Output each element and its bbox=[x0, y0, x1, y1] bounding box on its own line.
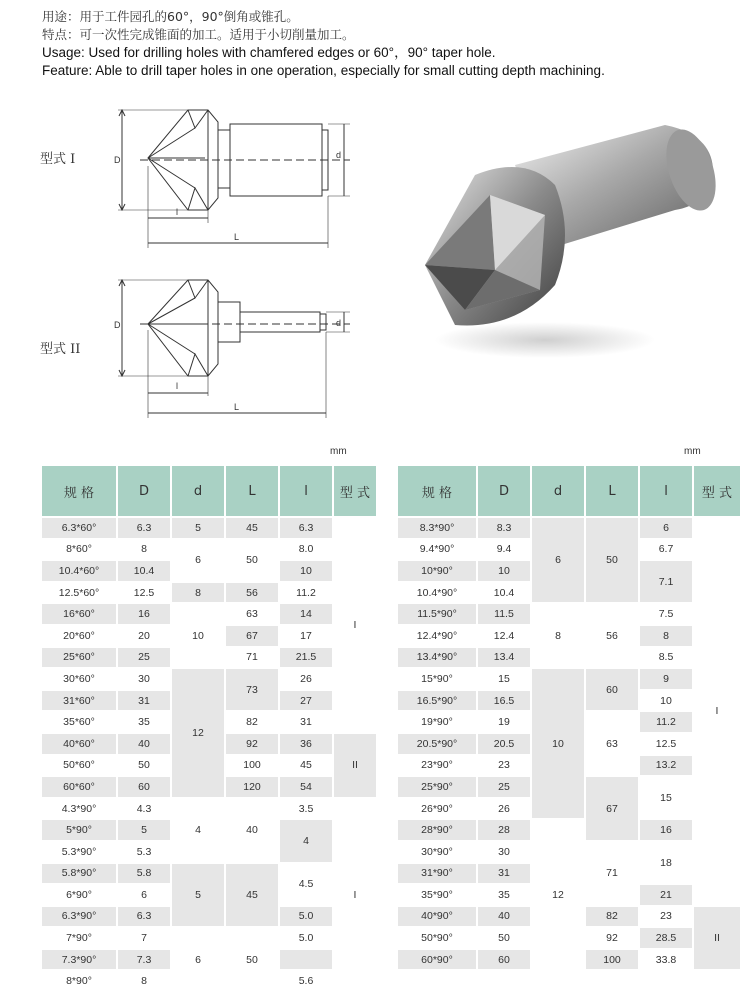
unit-left: mm bbox=[330, 446, 347, 457]
spec-cell: 12.5*60° bbox=[42, 583, 116, 603]
type-cell: I bbox=[334, 518, 376, 732]
column-header: l bbox=[280, 466, 332, 516]
spec-cell: 8.3*90° bbox=[398, 518, 476, 538]
spec-cell: 13.4*90° bbox=[398, 648, 476, 668]
spec-cell: 40*60° bbox=[42, 734, 116, 754]
l-cell: 12.5 bbox=[640, 734, 692, 754]
L-cell: 92 bbox=[226, 734, 278, 754]
D-cell: 9.4 bbox=[478, 540, 530, 560]
spec-cell: 16.5*90° bbox=[398, 691, 476, 711]
dim-L-label-2: L bbox=[234, 402, 240, 412]
L-cell: 56 bbox=[586, 604, 638, 667]
type-cell: II bbox=[694, 907, 740, 970]
l-cell: 21 bbox=[640, 885, 692, 905]
l-cell: 8.5 bbox=[640, 648, 692, 668]
D-cell: 10.4 bbox=[118, 561, 170, 581]
column-header: L bbox=[586, 466, 638, 516]
l-cell: 31 bbox=[280, 712, 332, 732]
D-cell: 8.3 bbox=[478, 518, 530, 538]
l-cell: 33.8 bbox=[640, 950, 692, 970]
table-row bbox=[42, 583, 376, 603]
table-row bbox=[42, 864, 376, 884]
L-cell: 56 bbox=[226, 583, 278, 603]
spec-cell: 9.4*90° bbox=[398, 540, 476, 560]
spec-cell: 6.3*90° bbox=[42, 907, 116, 927]
l-cell: 6.3 bbox=[280, 518, 332, 538]
spec-cell: 31*60° bbox=[42, 691, 116, 711]
spec-cell: 60*60° bbox=[42, 777, 116, 797]
L-cell: 60 bbox=[586, 669, 638, 710]
D-cell: 6.3 bbox=[118, 518, 170, 538]
spec-cell: 10.4*60° bbox=[42, 561, 116, 581]
D-cell: 13.4 bbox=[478, 648, 530, 668]
spec-cell: 20*60° bbox=[42, 626, 116, 646]
l-cell: 54 bbox=[280, 777, 332, 797]
D-cell: 20.5 bbox=[478, 734, 530, 754]
D-cell: 8 bbox=[118, 971, 170, 991]
l-cell: 6.7 bbox=[640, 540, 692, 560]
l-cell: 14 bbox=[280, 604, 332, 624]
table-header-row bbox=[398, 466, 740, 516]
D-cell: 12.5 bbox=[118, 583, 170, 603]
feature-en: Feature: Able to drill taper holes in one operation, especially for small cutting depth machining. bbox=[42, 63, 605, 78]
l-cell: 15 bbox=[640, 777, 692, 818]
table-row bbox=[42, 928, 376, 948]
D-cell: 4.3 bbox=[118, 799, 170, 819]
type-cell: II bbox=[334, 734, 376, 797]
D-cell: 40 bbox=[118, 734, 170, 754]
spec-cell: 15*90° bbox=[398, 669, 476, 689]
column-header: d bbox=[172, 466, 224, 516]
spec-cell: 35*90° bbox=[398, 885, 476, 905]
D-cell: 28 bbox=[478, 820, 530, 840]
l-cell: 5.0 bbox=[280, 928, 332, 948]
L-cell: 100 bbox=[226, 756, 278, 776]
spec-cell: 12.4*90° bbox=[398, 626, 476, 646]
l-cell: 10 bbox=[640, 691, 692, 711]
dim-D-label: D bbox=[114, 155, 121, 165]
L-cell: 63 bbox=[226, 604, 278, 624]
l-cell: 16 bbox=[640, 820, 692, 840]
L-cell: 50 bbox=[586, 518, 638, 602]
usage-cn: 用途：用于工件园孔的60°，90°倒角或锥孔。 bbox=[42, 9, 299, 24]
spec-cell: 5*90° bbox=[42, 820, 116, 840]
D-cell: 19 bbox=[478, 712, 530, 732]
dim-D-label-2: D bbox=[114, 320, 121, 330]
l-cell: 27 bbox=[280, 691, 332, 711]
type-cell: I bbox=[334, 799, 376, 991]
d-cell: 5 bbox=[172, 864, 224, 927]
L-cell: 50 bbox=[226, 540, 278, 581]
D-cell: 5.8 bbox=[118, 864, 170, 884]
spec-cell: 28*90° bbox=[398, 820, 476, 840]
spec-cell: 7.3*90° bbox=[42, 950, 116, 970]
table-row bbox=[398, 518, 740, 538]
D-cell: 5 bbox=[118, 820, 170, 840]
D-cell: 30 bbox=[478, 842, 530, 862]
table-row bbox=[42, 604, 376, 624]
D-cell: 50 bbox=[118, 756, 170, 776]
d-cell: 8 bbox=[172, 583, 224, 603]
column-header: 型 式 bbox=[694, 466, 740, 516]
l-cell: 21.5 bbox=[280, 648, 332, 668]
l-cell bbox=[280, 950, 332, 970]
spec-cell: 50*90° bbox=[398, 928, 476, 948]
unit-right: mm bbox=[684, 446, 701, 457]
d-cell: 12 bbox=[172, 669, 224, 797]
spec-cell: 19*90° bbox=[398, 712, 476, 732]
spec-cell: 6.3*60° bbox=[42, 518, 116, 538]
D-cell: 23 bbox=[478, 756, 530, 776]
feature-cn: 特点：可一次性完成锥面的加工。适用于小切削量加工。 bbox=[42, 27, 355, 42]
spec-cell: 10*90° bbox=[398, 561, 476, 581]
L-cell: 40 bbox=[226, 799, 278, 862]
spec-cell: 23*90° bbox=[398, 756, 476, 776]
spec-cell: 60*90° bbox=[398, 950, 476, 970]
D-cell: 12.4 bbox=[478, 626, 530, 646]
spec-table-60deg bbox=[40, 464, 378, 993]
spec-cell: 40*90° bbox=[398, 907, 476, 927]
spec-cell: 16*60° bbox=[42, 604, 116, 624]
D-cell: 7.3 bbox=[118, 950, 170, 970]
L-cell: 73 bbox=[226, 669, 278, 710]
l-cell: 5.6 bbox=[280, 971, 332, 991]
dim-d-label: d bbox=[336, 150, 342, 160]
l-cell: 8.0 bbox=[280, 540, 332, 560]
spec-cell: 30*60° bbox=[42, 669, 116, 689]
dim-l-label-2: l bbox=[176, 381, 178, 391]
d-cell: 12 bbox=[532, 820, 584, 969]
D-cell: 60 bbox=[478, 950, 530, 970]
table-row bbox=[398, 820, 740, 840]
D-cell: 6.3 bbox=[118, 907, 170, 927]
d-cell: 8 bbox=[532, 604, 584, 667]
l-cell: 26 bbox=[280, 669, 332, 689]
D-cell: 16 bbox=[118, 604, 170, 624]
spec-cell: 8*60° bbox=[42, 540, 116, 560]
l-cell: 13.2 bbox=[640, 756, 692, 776]
spec-cell: 30*90° bbox=[398, 842, 476, 862]
table-row bbox=[398, 669, 740, 689]
D-cell: 10.4 bbox=[478, 583, 530, 603]
D-cell: 15 bbox=[478, 669, 530, 689]
l-cell: 11.2 bbox=[280, 583, 332, 603]
D-cell: 10 bbox=[478, 561, 530, 581]
column-header: L bbox=[226, 466, 278, 516]
L-cell: 120 bbox=[226, 777, 278, 797]
intro-text bbox=[42, 8, 742, 80]
L-cell: 50 bbox=[226, 928, 278, 991]
D-cell: 31 bbox=[118, 691, 170, 711]
type2-drawing bbox=[100, 268, 360, 428]
spec-cell: 20.5*90° bbox=[398, 734, 476, 754]
spec-cell: 5.8*90° bbox=[42, 864, 116, 884]
L-cell: 63 bbox=[586, 712, 638, 775]
dim-d-label-2: d bbox=[336, 318, 342, 328]
table-header-row bbox=[42, 466, 376, 516]
spec-cell: 25*90° bbox=[398, 777, 476, 797]
spec-cell: 10.4*90° bbox=[398, 583, 476, 603]
l-cell: 45 bbox=[280, 756, 332, 776]
dim-L-label: L bbox=[234, 232, 240, 242]
D-cell: 40 bbox=[478, 907, 530, 927]
spec-cell: 7*90° bbox=[42, 928, 116, 948]
L-cell: 92 bbox=[586, 928, 638, 948]
countersink-photo bbox=[395, 85, 745, 385]
usage-en: Usage: Used for drilling holes with chamfered edges or 60°，90° taper hole. bbox=[42, 45, 496, 60]
spec-cell: 4.3*90° bbox=[42, 799, 116, 819]
l-cell: 18 bbox=[640, 842, 692, 883]
D-cell: 16.5 bbox=[478, 691, 530, 711]
l-cell: 4 bbox=[280, 820, 332, 861]
d-cell: 4 bbox=[172, 799, 224, 862]
type2-label: 型式 II bbox=[40, 342, 81, 357]
table-row bbox=[42, 669, 376, 689]
L-cell: 45 bbox=[226, 864, 278, 927]
D-cell: 30 bbox=[118, 669, 170, 689]
D-cell: 8 bbox=[118, 540, 170, 560]
D-cell: 7 bbox=[118, 928, 170, 948]
d-cell: 10 bbox=[172, 604, 224, 667]
spec-cell: 5.3*90° bbox=[42, 842, 116, 862]
spec-cell: 25*60° bbox=[42, 648, 116, 668]
dim-l-label: l bbox=[176, 207, 178, 217]
l-cell: 7.1 bbox=[640, 561, 692, 602]
L-cell: 71 bbox=[226, 648, 278, 668]
column-header: D bbox=[478, 466, 530, 516]
L-cell: 82 bbox=[586, 907, 638, 927]
table-row bbox=[42, 799, 376, 819]
D-cell: 25 bbox=[118, 648, 170, 668]
L-cell: 67 bbox=[586, 777, 638, 840]
d-cell: 6 bbox=[532, 518, 584, 602]
l-cell: 36 bbox=[280, 734, 332, 754]
D-cell: 60 bbox=[118, 777, 170, 797]
type1-label: 型式 I bbox=[40, 152, 76, 167]
l-cell: 3.5 bbox=[280, 799, 332, 819]
D-cell: 31 bbox=[478, 864, 530, 884]
table-row bbox=[42, 540, 376, 560]
D-cell: 35 bbox=[118, 712, 170, 732]
d-cell: 5 bbox=[172, 518, 224, 538]
d-cell: 6 bbox=[172, 928, 224, 991]
column-header: 规 格 bbox=[42, 466, 116, 516]
column-header: 规 格 bbox=[398, 466, 476, 516]
L-cell: 71 bbox=[586, 842, 638, 905]
l-cell: 10 bbox=[280, 561, 332, 581]
spec-cell: 11.5*90° bbox=[398, 604, 476, 624]
d-cell: 6 bbox=[172, 540, 224, 581]
L-cell: 100 bbox=[586, 950, 638, 970]
l-cell: 8 bbox=[640, 626, 692, 646]
spec-cell: 31*90° bbox=[398, 864, 476, 884]
column-header: d bbox=[532, 466, 584, 516]
spec-table-90deg bbox=[396, 464, 742, 971]
l-cell: 7.5 bbox=[640, 604, 692, 624]
column-header: 型 式 bbox=[334, 466, 376, 516]
l-cell: 28.5 bbox=[640, 928, 692, 948]
l-cell: 5.0 bbox=[280, 907, 332, 927]
l-cell: 23 bbox=[640, 907, 692, 927]
D-cell: 5.3 bbox=[118, 842, 170, 862]
spec-cell: 35*60° bbox=[42, 712, 116, 732]
D-cell: 50 bbox=[478, 928, 530, 948]
L-cell: 82 bbox=[226, 712, 278, 732]
l-cell: 6 bbox=[640, 518, 692, 538]
D-cell: 26 bbox=[478, 799, 530, 819]
D-cell: 11.5 bbox=[478, 604, 530, 624]
D-cell: 6 bbox=[118, 885, 170, 905]
l-cell: 17 bbox=[280, 626, 332, 646]
type-cell: I bbox=[694, 518, 740, 905]
L-cell: 45 bbox=[226, 518, 278, 538]
spec-cell: 6*90° bbox=[42, 885, 116, 905]
spec-cell: 8*90° bbox=[42, 971, 116, 991]
D-cell: 25 bbox=[478, 777, 530, 797]
column-header: D bbox=[118, 466, 170, 516]
l-cell: 4.5 bbox=[280, 864, 332, 905]
l-cell: 9 bbox=[640, 669, 692, 689]
table-row bbox=[42, 518, 376, 538]
l-cell: 11.2 bbox=[640, 712, 692, 732]
spec-cell: 50*60° bbox=[42, 756, 116, 776]
D-cell: 20 bbox=[118, 626, 170, 646]
L-cell: 67 bbox=[226, 626, 278, 646]
column-header: l bbox=[640, 466, 692, 516]
spec-cell: 26*90° bbox=[398, 799, 476, 819]
D-cell: 35 bbox=[478, 885, 530, 905]
table-row bbox=[398, 604, 740, 624]
d-cell: 10 bbox=[532, 669, 584, 818]
type1-drawing bbox=[100, 88, 360, 248]
